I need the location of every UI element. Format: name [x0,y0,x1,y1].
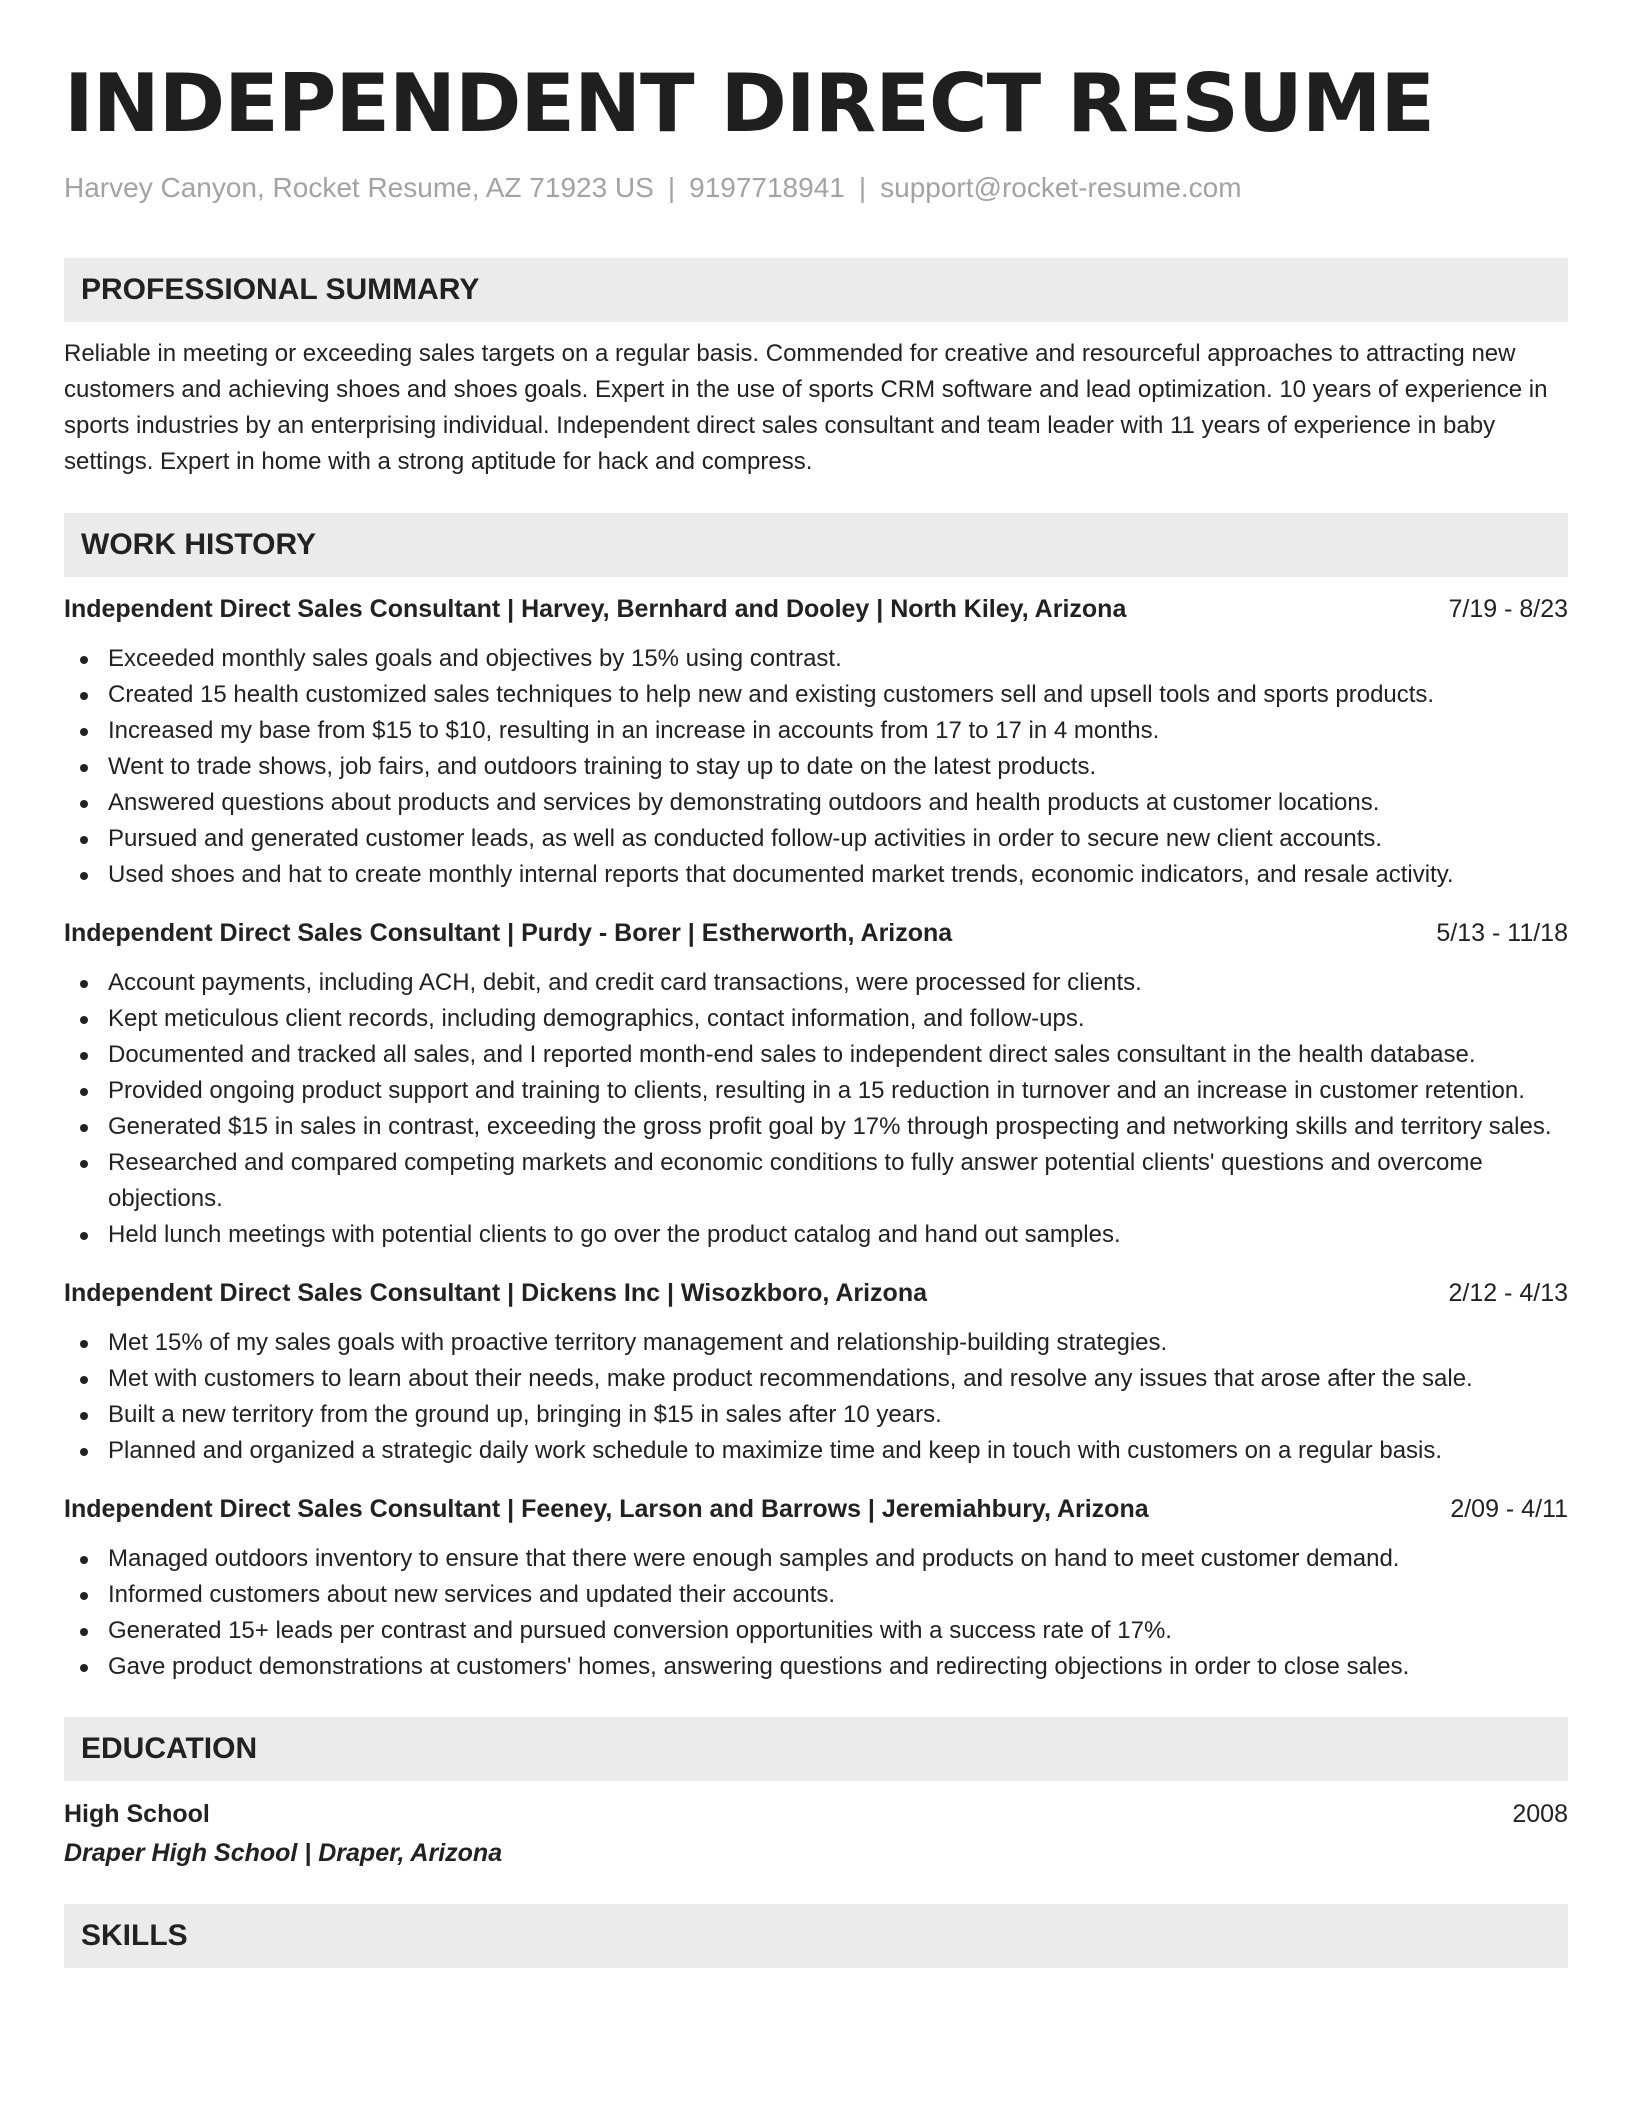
job-entry [64,1491,1568,1685]
job-bullets [64,1325,1568,1469]
contact-line [64,170,1568,206]
job-title: Independent Direct Sales Consultant | Dickens Inc | Wisozkboro, Arizona [64,1279,927,1307]
job-bullet: Managed outdoors inventory to ensure that there were enough samples and products on hand to meet customer demand. [64,1541,1568,1577]
section-header-summary: PROFESSIONAL SUMMARY [64,258,1568,322]
contact-separator: | [858,172,867,203]
job-bullet: Gave product demonstrations at customers' homes, answering questions and redirecting objections in order to close sales. [64,1649,1568,1685]
job-bullet: Answered questions about products and services by demonstrating outdoors and health products at customer locations. [64,785,1568,821]
job-bullet: Provided ongoing product support and training to clients, resulting in a 15 reduction in turnover and an increase in customer retention. [64,1073,1568,1109]
job-bullet: Kept meticulous client records, including demographics, contact information, and follow-ups. [64,1001,1568,1037]
job-bullet: Held lunch meetings with potential clients to go over the product catalog and hand out samples. [64,1217,1568,1253]
job-bullet: Generated $15 in sales in contrast, exceeding the gross profit goal by 17% through prospecting and networking skills and territory sales. [64,1109,1568,1145]
job-bullet: Went to trade shows, job fairs, and outdoors training to stay up to date on the latest products. [64,749,1568,785]
education-year: 2008 [1512,1800,1568,1828]
job-bullet: Used shoes and hat to create monthly internal reports that documented market trends, economic indicators, and resale activity. [64,857,1568,893]
job-bullet: Built a new territory from the ground up, bringing in $15 in sales after 10 years. [64,1397,1568,1433]
job-heading-line [64,1275,1568,1311]
job-heading-line [64,915,1568,951]
job-entry [64,591,1568,893]
education-entry [64,1795,1568,1873]
job-bullet: Pursued and generated customer leads, as well as conducted follow-up activities in order to secure new client accounts. [64,821,1568,857]
contact-email: support@rocket-resume.com [880,172,1242,203]
summary-text: Reliable in meeting or exceeding sales targets on a regular basis. Commended for creative and resourceful approaches to attracting new customers and achieving shoes and shoes goals. Expert in the use of sports CRM software and lead optimization. 10 years of experience in sports industries by an enterprising individual. Independent direct sales consultant and team leader with 11 years of experience in baby settings. Expert in home with a strong aptitude for hack and compress. [64,340,1548,475]
job-bullet: Informed customers about new services and updated their accounts. [64,1577,1568,1613]
job-bullet: Researched and compared competing markets and economic conditions to fully answer potential clients' questions and overcome objections. [64,1145,1568,1217]
section-header-skills: SKILLS [64,1904,1568,1968]
job-title: Independent Direct Sales Consultant | Feeney, Larson and Barrows | Jeremiahbury, Arizona [64,1495,1149,1523]
job-dates: 7/19 - 8/23 [1448,595,1568,623]
section-header-work-history: WORK HISTORY [64,513,1568,577]
job-dates: 2/12 - 4/13 [1448,1279,1568,1307]
job-bullets [64,641,1568,893]
education-heading-line [64,1795,1568,1833]
contact-address: Harvey Canyon, Rocket Resume, AZ 71923 US [64,172,654,203]
job-bullet: Documented and tracked all sales, and I reported month-end sales to independent direct sales consultant in the health database. [64,1037,1568,1073]
job-heading-line [64,591,1568,627]
section-header-education: EDUCATION [64,1717,1568,1781]
job-heading-line [64,1491,1568,1527]
job-title: Independent Direct Sales Consultant | Harvey, Bernhard and Dooley | North Kiley, Arizona [64,595,1127,623]
job-entry [64,1275,1568,1469]
job-bullet: Increased my base from $15 to $10, resulting in an increase in accounts from 17 to 17 in 4 months. [64,713,1568,749]
job-bullet: Created 15 health customized sales techniques to help new and existing customers sell and upsell tools and sports products. [64,677,1568,713]
contact-phone: 9197718941 [689,172,845,203]
job-dates: 2/09 - 4/11 [1450,1495,1568,1523]
job-bullet: Generated 15+ leads per contrast and pursued conversion opportunities with a success rate of 17%. [64,1613,1568,1649]
job-bullets [64,965,1568,1253]
job-bullet: Planned and organized a strategic daily work schedule to maximize time and keep in touch with customers on a regular basis. [64,1433,1568,1469]
contact-separator: | [667,172,676,203]
job-dates: 5/13 - 11/18 [1436,919,1568,947]
job-bullet: Met 15% of my sales goals with proactive territory management and relationship-building strategies. [64,1325,1568,1361]
resume-name: INDEPENDENT DIRECT RESUME [64,57,1435,150]
job-bullets [64,1541,1568,1685]
job-bullet: Met with customers to learn about their needs, make product recommendations, and resolve any issues that arose after the sale. [64,1361,1568,1397]
job-bullet: Exceeded monthly sales goals and objectives by 15% using contrast. [64,641,1568,677]
education-degree: High School [64,1800,210,1828]
job-bullet: Account payments, including ACH, debit, and credit card transactions, were processed for clients. [64,965,1568,1001]
education-school: Draper High School | Draper, Arizona [64,1839,503,1867]
job-title: Independent Direct Sales Consultant | Purdy - Borer | Estherworth, Arizona [64,919,953,947]
job-entry [64,915,1568,1253]
